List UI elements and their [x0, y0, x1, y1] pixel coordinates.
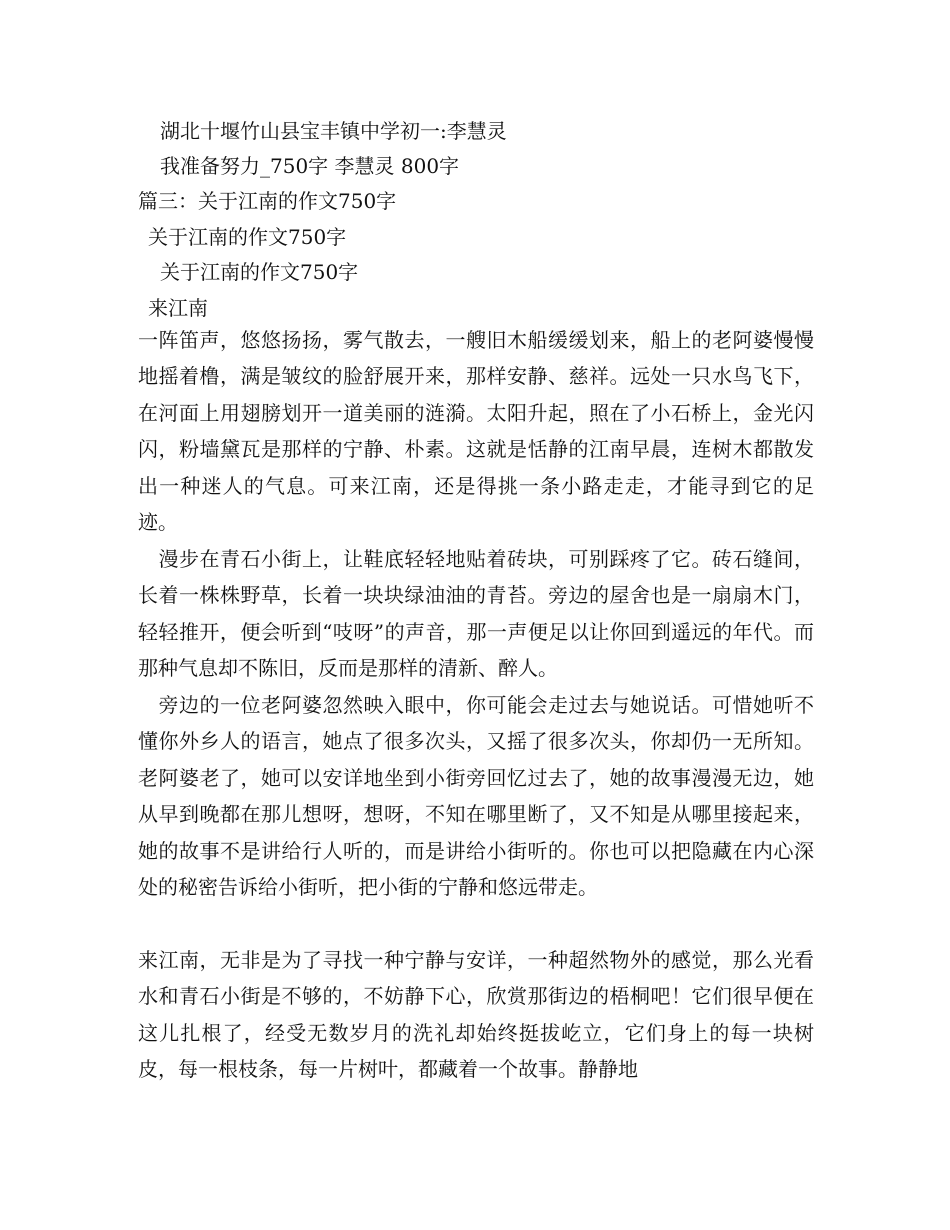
essay-heading: 关于江南的作文750字: [148, 225, 347, 249]
school-name-line: 湖北十堰竹山县宝丰镇中学初一:李慧灵: [160, 119, 507, 143]
essay-subheading: 关于江南的作文750字: [160, 260, 359, 284]
paragraph-1: 一阵笛声，悠悠扬扬，雾气散去，一艘旧木船缓缓划来，船上的老阿婆慢慢地摇着橹，满是皱纹的脸舒展开来，那样安静、慈祥。远处一只水鸟飞下，在河面上用翅膀划开一道美丽的涟漪。太阳升起，照在了小石桥上，金光闪闪，粉墙黛瓦是那样的宁静、朴素。这就是恬静的江南早晨，连树木都散发出一种迷人的气息。可来江南，还是得挑一条小路走走，才能寻到它的足迹。: [138, 328, 814, 535]
essay-title-line: 我准备努力_750字 李慧灵 800字: [160, 154, 460, 178]
essay-title: 来江南: [148, 296, 208, 320]
paragraph-2: 漫步在青石小街上，让鞋底轻轻地贴着砖块，可别踩疼了它。砖石缝间，长着一株株野草，长着一块块绿油油的青苔。旁边的屋舍也是一扇扇木门，轻轻推开，便会听到“吱呀”的声音，那一声便足以让你回到遥远的年代。而那种气息却不陈旧，反而是那样的清新、醉人。: [138, 547, 814, 681]
paragraph-3: 旁边的一位老阿婆忽然映入眼中，你可能会走过去与她说话。可惜她听不懂你外乡人的语言，她点了很多次头，又摇了很多次头，你却仍一无所知。老阿婆老了，她可以安详地坐到小街旁回忆过去了，她的故事漫漫无边，她从早到晚都在那儿想呀，想呀，不知在哪里断了，又不知是从哪里接起来，她的故事不是讲给行人听的，而是讲给小街听的。你也可以把隐藏在内心深处的秘密告诉给小街听，把小街的宁静和悠远带走。: [138, 693, 814, 900]
paragraph-4: 来江南，无非是为了寻找一种宁静与安详，一种超然物外的感觉，那么光看水和青石小街是不够的，不妨静下心，欣赏那街边的梧桐吧！它们很早便在这儿扎根了，经受无数岁月的洗礼却始终挺拔屹立，它们身上的每一块树皮，每一根枝条，每一片树叶，都藏着一个故事。静静地: [138, 948, 814, 1082]
section-heading: 篇三：关于江南的作文750字: [138, 189, 397, 213]
